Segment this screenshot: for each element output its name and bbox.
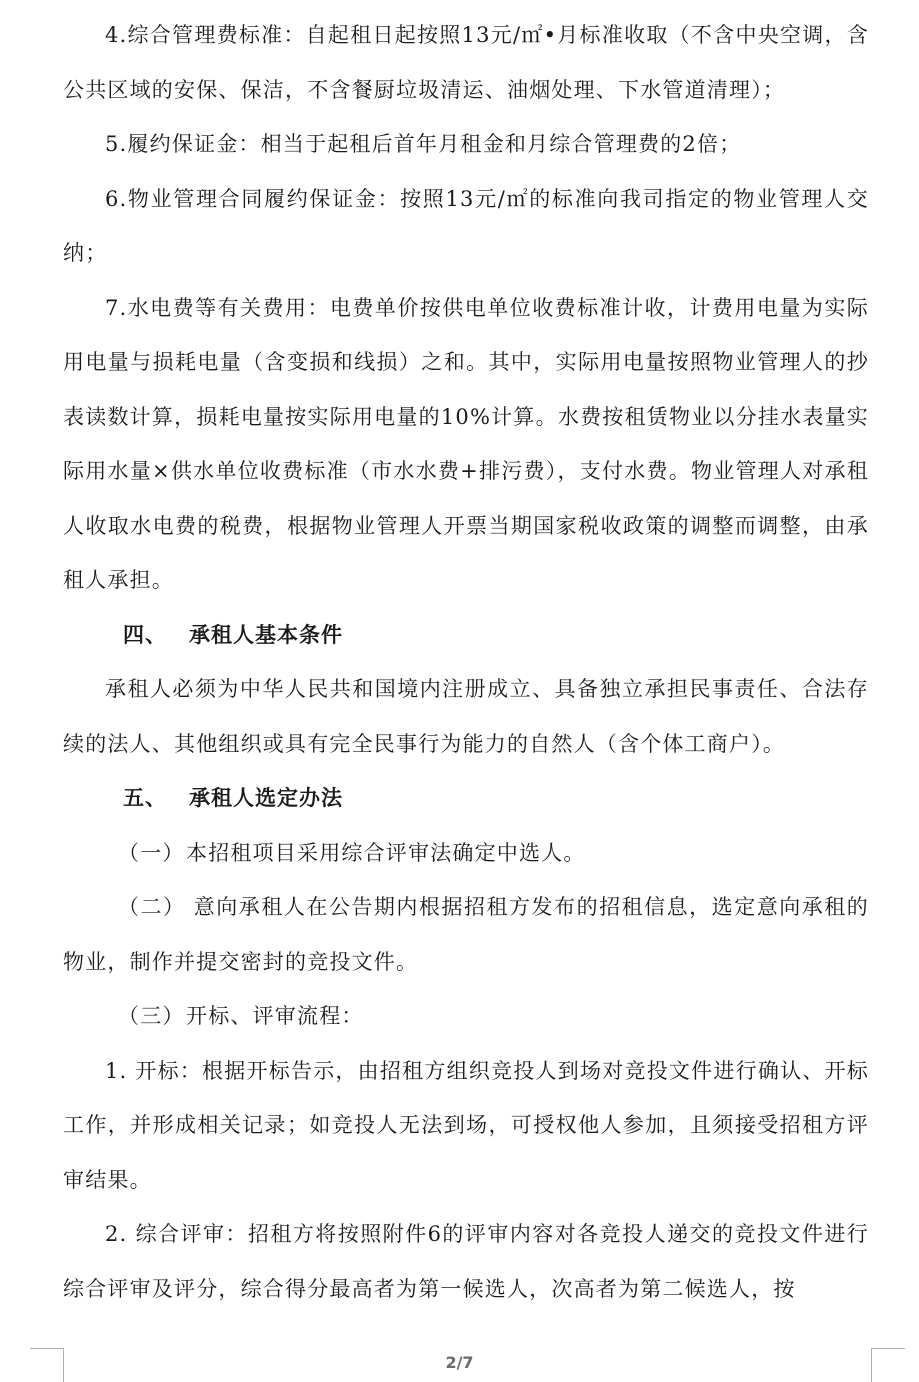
section-number-4: 四、: [123, 622, 167, 647]
step-opening: 1. 开标：根据开标告示，由招租方组织竞投人到场对竞投文件进行确认、开标工作，并形成相关记录；如竞投人无法到场，可授权他人参加，且须接受招租方评审结果。: [63, 1058, 869, 1192]
crop-mark-right: [871, 1348, 905, 1382]
sub-item-2: （二） 意向承租人在公告期内根据招租方发布的招租信息，选定意向承租的物业，制作并提交密封的竞投文件。: [63, 895, 869, 974]
page-content: [63, 8, 869, 1316]
sub-item-1-number: （一）: [118, 840, 185, 865]
paragraph-lessee-conditions: 承租人必须为中华人民共和国境内注册成立、具备独立承担民事责任、合法存续的法人、其他组织或具有完全民事行为能力的自然人（含个体工商户）。: [63, 677, 869, 756]
section-heading-5: [63, 771, 869, 826]
paragraph-utility-fees: 7.水电费等有关费用：电费单价按供电单位收费标准计收，计费用电量为实际用电量与损耗电量（含变损和线损）之和。其中，实际用电量按照物业管理人的抄表读数计算，损耗电量按实际用电量的10%计算。水费按租赁物业以分挂水表量实际用水量×供水单位收费标准（市水水费+排污费），支付水费。物业管理人对承租人收取水电费的税费，根据物业管理人开票当期国家税收政策的调整而调整，由承租人承担。: [63, 295, 869, 592]
paragraph-property-contract-deposit: 6.物业管理合同履约保证金：按照13元/㎡的标准向我司指定的物业管理人交纳；: [63, 186, 869, 265]
section-heading-4: [63, 608, 869, 663]
sub-item-1-text: 本招租项目采用综合评审法确定中选人。: [186, 840, 586, 865]
section-title-5: 承租人选定办法: [189, 786, 343, 810]
paragraph-management-fee: 4.综合管理费标准：自起租日起按照13元/㎡•月标准收取（不含中央空调，含公共区域的安保、保洁，不含餐厨垃圾清运、油烟处理、下水管道清理）；: [63, 23, 869, 102]
page-number: 2/7: [445, 1353, 474, 1372]
sub-item-1: [63, 826, 869, 881]
step-comprehensive-review: 2. 综合评审：招租方将按照附件6的评审内容对各竞投人递交的竞投文件进行综合评审及评分，综合得分最高者为第一候选人，次高者为第二候选人，按: [63, 1222, 869, 1301]
section-number-5: 五、: [123, 786, 167, 810]
paragraph-performance-deposit: 5.履约保证金：相当于起租后首年月租金和月综合管理费的2倍；: [105, 132, 742, 156]
sub-item-3-number: （三）: [118, 1004, 185, 1028]
sub-item-3-text: 开标、评审流程：: [186, 1004, 364, 1028]
page-footer: [0, 1345, 919, 1379]
section-title-4: 承租人基本条件: [189, 622, 343, 647]
sub-item-3: [63, 989, 869, 1044]
